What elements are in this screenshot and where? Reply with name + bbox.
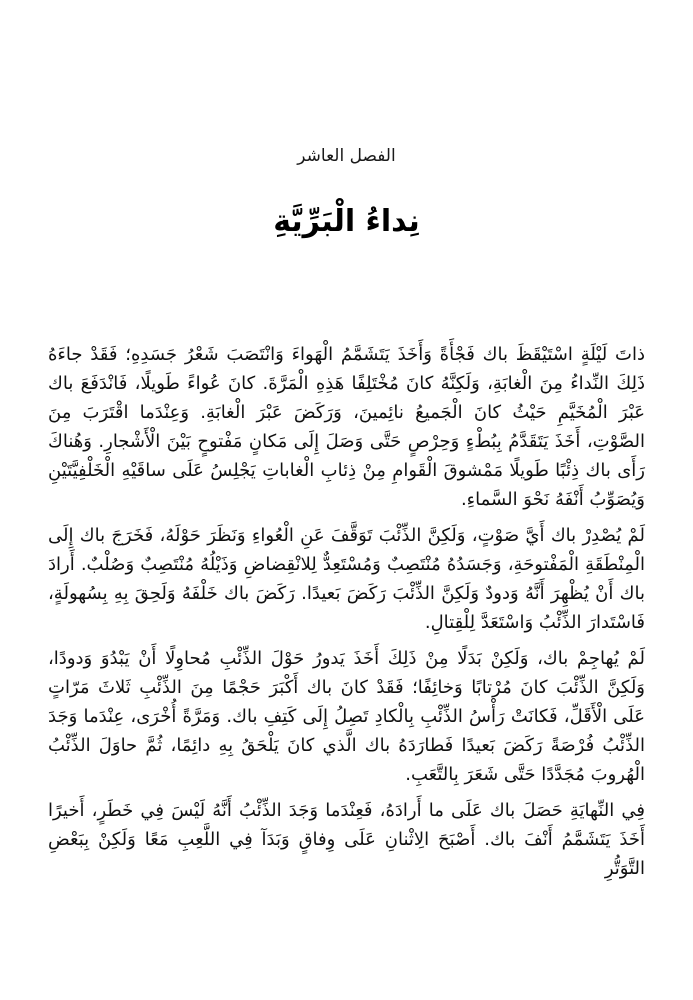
paragraph: ذاتَ لَيْلَةٍ اسْتَيْقَظَ باك فَجْأَةً وَأَخَذَ يَتَشَمَّمُ الْهَواءَ وَانْتَصَبَ شَعْرُ جَسَدِهِ؛ فَقَدْ جاءَهُ ذَلِكَ النِّداءُ مِنَ الْغابَةِ، وَلَكِنَّهُ كانَ مُخْتَلِفًا هَذِهِ الْمَرَّةَ. كانَ عُواءً طَويلًا، فَانْدَفَعَ باك عَبْرَ الْمُخَيَّمِ حَيْثُ كانَ الْجَميعُ نائِمينَ، وَرَكَضَ عَبْرَ الْغابَةِ. وَعِنْدَما اقْتَرَبَ مِنَ الصَّوْتِ، أَخَذَ يَتَقَدَّمُ بِبُطْءٍ وَحِرْصٍ حَتَّى وَصَلَ إِلَى مَكانٍ مَفْتوحٍ بَيْنَ الْأَشْجارِ. وَهُناكَ رَأَى باك ذِئْبًا طَويلًا مَمْشوقَ الْقَوامِ مِنْ ذِئابِ الْغاباتِ يَجْلِسُ عَلَى ساقَيْهِ الْخَلْفِيَّتَيْنِ وَيُصَوِّبُ أَنْفَهُ نَحْوَ السَّماءِ. <box>48 344 645 510</box>
chapter-number: الفصل العاشر <box>297 146 396 166</box>
chapter-title: نِداءُ الْبَرِّيَّةِ <box>273 204 420 239</box>
paragraph: لَمْ يُصْدِرْ باك أَيَّ صَوْتٍ، وَلَكِنَّ الذِّئْبَ تَوَقَّفَ عَنِ الْعُواءِ وَنَظَرَ حَوْلَهُ، فَخَرَجَ باك إِلَى الْمِنْطَقَةِ الْمَفْتوحَةِ، وَجَسَدُهُ مُنْتَصِبٌ وَمُسْتَعِدٌّ لِلانْقِضاضِ وَذَيْلُهُ مُنْتَصِبٌ وَصُلْبٌ. أَرادَ باك أَنْ يُظْهِرَ أَنَّهُ وَدودٌ وَلَكِنَّ الذِّئْبَ رَكَضَ بَعيدًا. رَكَضَ باك خَلْفَهُ وَلَحِقَ بِهِ بِسُهولَةٍ، فَاسْتَدارَ الذِّئْبُ وَاسْتَعَدَّ لِلْقِتالِ. <box>48 525 645 633</box>
paragraph: فِي النِّهايَةِ حَصَلَ باك عَلَى ما أَرادَهُ، فَعِنْدَما وَجَدَ الذِّئْبُ أَنَّهُ لَيْسَ فِي خَطَرٍ، أَخيرًا أَخَذَ يَتَشَمَّمُ أَنْفَ باك. أَصْبَحَ الِاثْنانِ عَلَى وِفاقٍ وَبَدَآ فِي اللَّعِبِ مَعًا وَلَكِنْ بِبَعْضِ التَّوَتُّرِ <box>48 800 645 879</box>
paragraph: لَمْ يُهاجِمْ باك، وَلَكِنْ بَدَلًا مِنْ ذَلِكَ أَخَذَ يَدورُ حَوْلَ الذِّئْبِ مُحاوِلًا أَنْ يَبْدُوَ وَدودًا، وَلَكِنَّ الذِّئْبَ كانَ مُرْتابًا وَخائِفًا؛ فَقَدْ كانَ باك أَكْبَرَ حَجْمًا مِنَ الذِّئْبِ ثَلاثَ مَرّاتٍ عَلَى الْأَقَلِّ، فَكانَتْ رَأْسُ الذِّئْبِ بِالْكادِ تَصِلُ إِلَى كَتِفِ باك. وَمَرَّةً أُخْرَى، عِنْدَما وَجَدَ الذِّئْبُ فُرْصَةً رَكَضَ بَعيدًا فَطارَدَهُ باك الَّذي كانَ يَلْحَقُ بِهِ دائِمًا، ثُمَّ حاوَلَ الذِّئْبُ الْهُروبَ مُجَدَّدًا حَتَّى شَعَرَ بِالتَّعَبِ. <box>48 648 645 785</box>
chapter-body <box>48 340 645 890</box>
